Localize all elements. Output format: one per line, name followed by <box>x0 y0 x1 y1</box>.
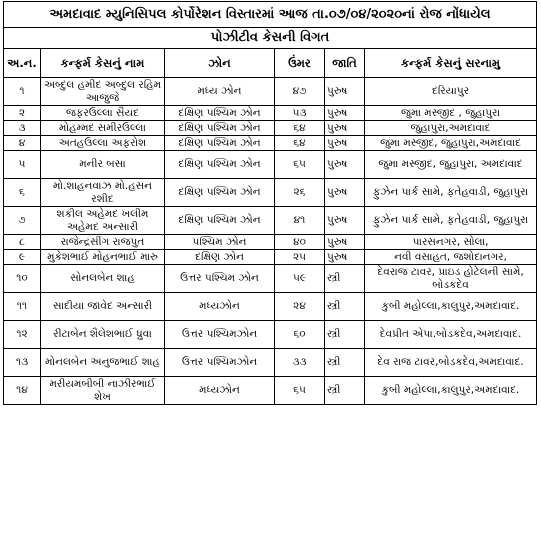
cell-sex: સ્ત્રી <box>325 293 365 321</box>
cell-sex: પુરુષ <box>325 179 365 207</box>
cell-name: સાદીયા જાવેદ અન્સારી <box>41 293 165 321</box>
cell-sex: પુરુષ <box>325 121 365 136</box>
cell-age: ૬૫ <box>275 151 325 179</box>
title-line-2: પોઝીટીવ કેસની વિગત <box>4 28 537 49</box>
cell-sex: પુરુષ <box>325 136 365 151</box>
cell-address: ફુઝેન પાર્ક સામે, ફતેહવાડી, જુહાપુરા <box>365 179 537 207</box>
cell-sex: પુરુષ <box>325 250 365 265</box>
header-address: કન્ફર્મ કેસનું સરનામુ <box>365 49 537 78</box>
header-serial: અ.ન. <box>4 49 41 78</box>
header-row <box>4 49 537 78</box>
cell-serial: ૧૧ <box>4 293 41 321</box>
cell-sex: સ્ત્રી <box>325 349 365 377</box>
cell-name: શકીલ અહેમદ ખલીમ અહેમદ અન્સારી <box>41 207 165 235</box>
cell-zone: દક્ષિણ પશ્ચિમ ઝોન <box>165 121 275 136</box>
table-row <box>4 121 537 136</box>
cell-name: જફરઉલ્લા સૈયદ <box>41 106 165 121</box>
header-sex: જાતિ <box>325 49 365 78</box>
positive-cases-document <box>3 1 536 405</box>
header-age: ઉંમર <box>275 49 325 78</box>
cell-serial: ૬ <box>4 179 41 207</box>
table-row <box>4 151 537 179</box>
cell-name: મનીર બસા <box>41 151 165 179</box>
cell-name: મુકેશભાઈ મોહનભાઈ મારુ <box>41 250 165 265</box>
cell-address: જુમા મસ્જીદ, જુહાપુરા,અમદાવાદ <box>365 136 537 151</box>
cell-name: મરીયમબીબી નાઝીરભાઈ શેખ <box>41 377 165 405</box>
cell-serial: ૨ <box>4 106 41 121</box>
table-row <box>4 136 537 151</box>
title-line-1: અમદાવાદ મ્યુનિસિપલ કોર્પોરેશન વિસ્તારમાં આજ તા.૦૭/૦૪/૨૦૨૦નાં રોજ નોંધાયેલ <box>4 2 537 28</box>
cases-table <box>3 1 537 405</box>
header-name: કન્ફર્મ કેસનું નામ <box>41 49 165 78</box>
cell-age: ૨૬ <box>275 179 325 207</box>
cell-name: મોનલબેન અનુજભાઈ શાહ <box>41 349 165 377</box>
cell-zone: દક્ષિણ પશ્ચિમ ઝોન <box>165 136 275 151</box>
table-row <box>4 179 537 207</box>
cell-age: ૪૦ <box>275 235 325 250</box>
cell-zone: પશ્ચિમ ઝોન <box>165 235 275 250</box>
cell-serial: ૩ <box>4 121 41 136</box>
cell-age: ૬૦ <box>275 321 325 349</box>
cell-address: દેવ રાજ ટાવર,બોડકદેવ,અમદાવાદ. <box>365 349 537 377</box>
cell-zone: દક્ષિણ પશ્ચિમ ઝોન <box>165 106 275 121</box>
cell-address: જુમા મસ્જીદ , જુહાપુરા <box>365 106 537 121</box>
cell-age: ૬૪ <box>275 136 325 151</box>
cell-name: અતહઉલ્લા અફરોશ <box>41 136 165 151</box>
cell-address: દેવરાજ ટાવર, પ્રાઇડ હોટેલની સામે, બોડકદેવ <box>365 265 537 293</box>
cell-serial: ૧૦ <box>4 265 41 293</box>
cell-name: અબ્દુલ હમીદ અબ્દુલ રહિમ આજુજે <box>41 78 165 106</box>
cell-age: ૪૭ <box>275 78 325 106</box>
cell-zone: ઉત્તર પશ્ચિમ ઝોન <box>165 265 275 293</box>
cell-name: રાજેન્દ્રસીંગ રાજપુત <box>41 235 165 250</box>
cell-sex: પુરુષ <box>325 207 365 235</box>
cell-serial: ૭ <box>4 207 41 235</box>
cell-serial: ૯ <box>4 250 41 265</box>
cell-name: સોનલબેન શાહ <box>41 265 165 293</box>
cell-sex: પુરુષ <box>325 151 365 179</box>
cell-zone: દક્ષિણ ઝોન <box>165 250 275 265</box>
cell-name: મો.શાહનવાઝ મો.હસન રશીદ <box>41 179 165 207</box>
cell-name: રીટાબેન શૈલેશભાઈ ધ્રુવા <box>41 321 165 349</box>
cell-serial: ૫ <box>4 151 41 179</box>
table-row <box>4 321 537 349</box>
cell-zone: મધ્યઝોન <box>165 377 275 405</box>
cell-zone: દક્ષિણ પશ્ચિમ ઝોન <box>165 179 275 207</box>
title-row-1 <box>4 2 537 28</box>
cell-serial: ૧૨ <box>4 321 41 349</box>
cell-address: કુબી મહોલ્લા,કાલુપુર,અમદાવાદ. <box>365 293 537 321</box>
cell-address: કુબી મહોલ્લા,કાલુપુર,અમદાવાદ. <box>365 377 537 405</box>
cell-zone: દક્ષિણ પશ્ચિમ ઝોન <box>165 151 275 179</box>
cell-address: જુહાપુરા,અમદાવાદ <box>365 121 537 136</box>
table-row <box>4 349 537 377</box>
cell-address: નવી વસાહત, જશોદાનગર, <box>365 250 537 265</box>
cell-zone: મધ્ય ઝોન <box>165 78 275 106</box>
cell-address: જુમા મસ્જીદ, જુહાપુરા, અમદાવાદ <box>365 151 537 179</box>
cell-zone: ઉત્તર પશ્ચિમઝોન <box>165 321 275 349</box>
cell-sex: પુરુષ <box>325 106 365 121</box>
cell-sex: સ્ત્રી <box>325 321 365 349</box>
cell-serial: ૮ <box>4 235 41 250</box>
cell-age: ૬૪ <box>275 121 325 136</box>
table-row <box>4 377 537 405</box>
cell-age: ૬૫ <box>275 377 325 405</box>
cell-name: મોહમ્મદ સમીરઉલ્લા <box>41 121 165 136</box>
cell-age: ૫૩ <box>275 106 325 121</box>
cell-age: ૨૫ <box>275 250 325 265</box>
cell-address: દરિયાપુર <box>365 78 537 106</box>
table-row <box>4 106 537 121</box>
table-row <box>4 293 537 321</box>
cell-serial: ૪ <box>4 136 41 151</box>
cell-serial: ૧૪ <box>4 377 41 405</box>
title-row-2 <box>4 28 537 49</box>
cell-address: ફુઝેન પાર્ક સામે, ફતેહવાડી, જુહાપુરા <box>365 207 537 235</box>
table-row <box>4 235 537 250</box>
cell-age: ૪૧ <box>275 207 325 235</box>
cell-sex: સ્ત્રી <box>325 377 365 405</box>
table-row <box>4 78 537 106</box>
cell-zone: દક્ષિણ પશ્ચિમ ઝોન <box>165 207 275 235</box>
cell-address: પારસનગર, સોલા, <box>365 235 537 250</box>
cell-sex: પુરુષ <box>325 235 365 250</box>
cell-serial: ૧૩ <box>4 349 41 377</box>
header-zone: ઝોન <box>165 49 275 78</box>
cell-age: ૫૯ <box>275 265 325 293</box>
cell-sex: પુરુષ <box>325 78 365 106</box>
cell-address: દેવપ્રીત એપા.બોડકદેવ,અમદાવાદ. <box>365 321 537 349</box>
cell-sex: સ્ત્રી <box>325 265 365 293</box>
table-row <box>4 207 537 235</box>
cell-serial: ૧ <box>4 78 41 106</box>
table-row <box>4 250 537 265</box>
cell-age: ૩૩ <box>275 349 325 377</box>
cell-zone: મધ્યઝોન <box>165 293 275 321</box>
cell-zone: ઉત્તર પશ્ચિમઝોન <box>165 349 275 377</box>
table-row <box>4 265 537 293</box>
cell-age: ૨૪ <box>275 293 325 321</box>
